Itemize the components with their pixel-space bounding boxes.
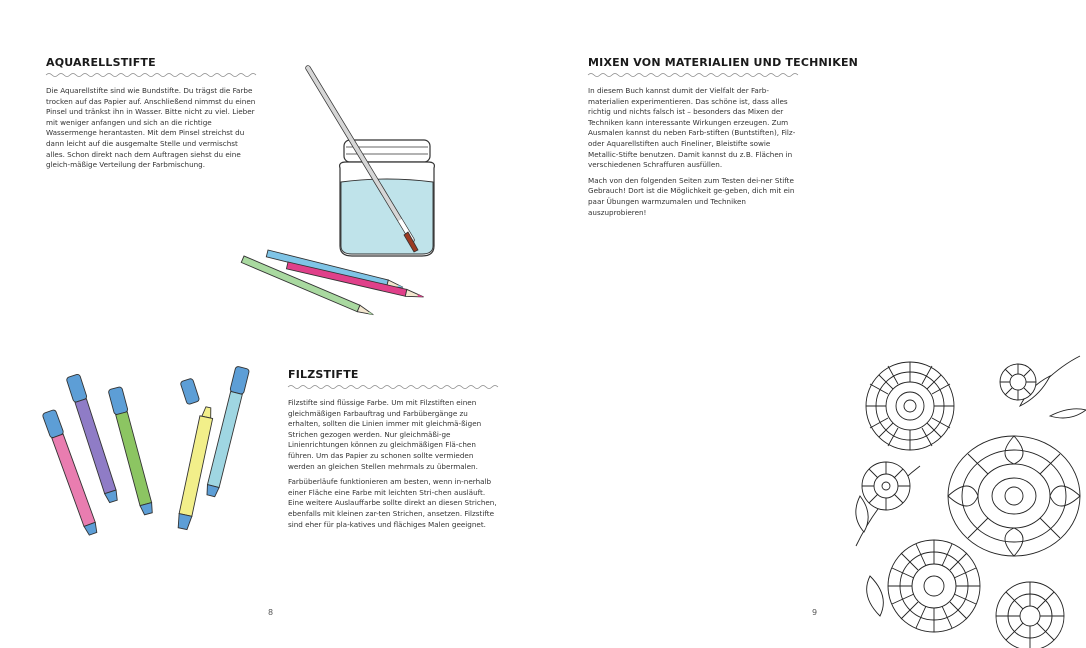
aquarell-paragraph: Die Aquarellstifte sind wie Bundstifte. Du trägst die Farbe trocken auf das Papier auf. Anschließend nimmst du einen Pinsel und tränkst ihn in Wasser. Bitte nicht zu viel. Lieber mit weniger anfangen und sich an die richtige Wassermenge herantasten. Mit dem Pinsel streichst du dann leicht auf die ausgemalte Stelle und vermischst alles. Schon direkt nach dem Auftragen siehst du eine gleich-mäßige Verteilung der Farbmischung.: [46, 86, 256, 170]
aquarell-heading: AQUARELLSTIFTE: [46, 56, 156, 69]
felt-tip-markers-icon: [30, 360, 260, 560]
filzstifte-paragraph-1: Filzstifte sind flüssige Farbe. Um mit Filzstiften einen gleichmäßigen Farbauftrag und Farbübergänge zu erhalten, sollten die Linien immer mit gleichmä-ßigen Strichen gezogen werden. Nur gleichmäßi-ge Linienrichtungen können zu gleichmäßigen Flä-chen führen. Um das Papier zu schonen sollte vermieden werden an gleichen Stellen mehrmals zu übermalen.: [288, 398, 482, 471]
water-jar-with-brush-icon: [300, 64, 445, 264]
mixen-text: [588, 86, 800, 223]
filzstifte-divider: [288, 384, 500, 390]
filzstifte-paragraph-2: Farbüberläufe funktionieren am besten, wenn in-nerhalb einer Fläche eine Farbe mit leichten Stri-chen ausläuft. Eine weitere Auslauffarbe sollte direkt an diesen Strichen, ebenfalls mit kleinen zar-ten Strichen, ansetzen. Filzstifte sind eher für pla-katives und flächiges Malen geeignet.: [288, 477, 497, 529]
page-number-left: 8: [268, 608, 274, 617]
filzstifte-text: [288, 398, 500, 535]
mixen-divider: [588, 72, 798, 78]
aquarell-divider: [46, 72, 256, 78]
filzstifte-heading: FILZSTIFTE: [288, 368, 359, 381]
mixen-heading: MIXEN VON MATERIALIEN UND TECHNIKEN: [588, 56, 859, 69]
page-number-right: 9: [812, 608, 818, 617]
mixen-paragraph-1: In diesem Buch kannst dumit der Vielfalt der Farb-materialien experimentieren. Das schöne ist, dass alles richtig und nichts falsch ist – besonders das Mixen der Techniken kann interessante Wirkungen erzeugen. Zum Ausmalen kannst du neben Farb-stiften (Buntstiften), Filz- oder Aquarellstiften auch Fineliner, Bleistifte sowie Metallic-Stifte benutzen. Damit kannst du z.B. Flächen in verschiedenen Schraffuren ausfüllen.: [588, 86, 796, 170]
mixen-paragraph-2: Mach von den folgenden Seiten zum Testen dei-ner Stifte Gebrauch! Dort ist die Möglichkeit ge-geben, dich mit ein paar Übungen warmzumalen und Techniken auszuprobieren!: [588, 175, 795, 217]
aquarell-text: [46, 86, 258, 176]
line-art-flowers-icon: [850, 346, 1086, 648]
colored-pencils-icon: [238, 244, 438, 334]
